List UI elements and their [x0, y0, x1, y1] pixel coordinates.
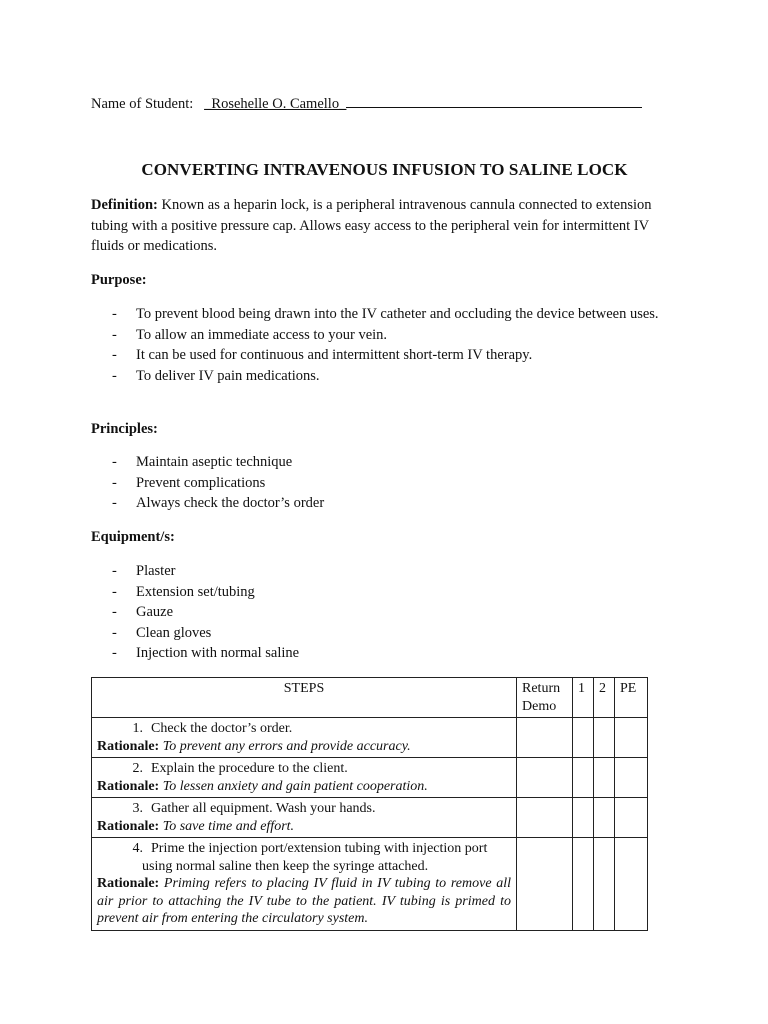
dash-bullet: -: [112, 583, 117, 600]
pe-cell[interactable]: [615, 838, 648, 931]
principles-item: - Maintain aseptic technique: [91, 452, 681, 473]
step-text: Prime the injection port/extension tubing with injection port: [151, 841, 488, 856]
purpose-item: - To deliver IV pain medications.: [91, 366, 681, 387]
table-row: [92, 798, 648, 838]
rationale-label: Rationale:: [97, 738, 160, 754]
rationale-text: Priming refers to placing IV fluid in IV tubing to remove all air prior to attaching the IV tube to the patient. IV tubing is primed to prevent air from entering the circulatory system.: [97, 876, 511, 926]
score-1-cell[interactable]: [573, 798, 594, 838]
dash-bullet: -: [112, 604, 117, 620]
step-cell: [92, 798, 517, 838]
step-number: 3.: [132, 801, 143, 816]
pe-column-header: PE: [615, 678, 648, 718]
dash-bullet: -: [112, 326, 117, 343]
step-number: 4.: [132, 841, 143, 856]
equipment-item: - Extension set/tubing: [91, 582, 681, 603]
rationale-label: Rationale:: [97, 876, 160, 891]
definition-text: Known as a heparin lock, is a peripheral intravenous cannula connected to extension tubing with a positive pressure cap. Allows easy access to the peripheral vein for intermittent IV fluids or medications.: [91, 197, 652, 254]
document-title: CONVERTING INTRAVENOUS INFUSION TO SALINE LOCK: [141, 160, 628, 179]
return-demo-column-header: Return Demo: [517, 678, 573, 718]
purpose-list: [91, 304, 681, 386]
definition-paragraph: [91, 195, 681, 257]
pe-cell[interactable]: [615, 758, 648, 798]
pe-cell[interactable]: [615, 718, 648, 758]
step-cell: [92, 758, 517, 798]
student-name-line: [91, 93, 642, 115]
score-1-cell[interactable]: [573, 838, 594, 931]
dash-bullet: -: [112, 474, 117, 491]
pe-cell[interactable]: [615, 798, 648, 838]
student-label: Name of Student:: [91, 96, 194, 112]
principles-heading: Principles:: [91, 421, 158, 437]
score-2-column-header: 2: [594, 678, 615, 718]
principles-item: - Always check the doctor’s order: [91, 493, 681, 514]
score-2-cell[interactable]: [594, 758, 615, 798]
rationale-text: To prevent any errors and provide accuracy.: [162, 738, 411, 754]
purpose-item: - To prevent blood being drawn into the IV catheter and occluding the device between uses.: [91, 304, 681, 325]
step-cell: [92, 838, 517, 931]
equipment-item: - Plaster: [91, 561, 681, 582]
dash-bullet: -: [112, 624, 117, 641]
dash-bullet: -: [112, 367, 117, 384]
dash-bullet: -: [112, 645, 117, 661]
dash-bullet: -: [112, 454, 117, 470]
score-2-cell[interactable]: [594, 838, 615, 931]
step-number: 1.: [132, 721, 143, 736]
step-number: 2.: [132, 761, 143, 776]
score-1-cell[interactable]: [573, 718, 594, 758]
purpose-heading: Purpose:: [91, 272, 147, 288]
rationale-text: To save time and effort.: [162, 818, 295, 834]
step-cell: [92, 718, 517, 758]
purpose-item: - To allow an immediate access to your vein.: [91, 325, 681, 346]
student-name-value: _Rosehelle O. Camello_: [204, 96, 347, 112]
table-row: [92, 838, 648, 931]
steps-column-header: STEPS: [92, 678, 517, 718]
score-2-cell[interactable]: [594, 798, 615, 838]
equipment-item: - Clean gloves: [91, 623, 681, 644]
rationale-label: Rationale:: [97, 778, 160, 794]
rationale-text: To lessen anxiety and gain patient cooperation.: [162, 778, 428, 794]
definition-label: Definition:: [91, 197, 158, 213]
return-demo-cell[interactable]: [517, 798, 573, 838]
score-1-cell[interactable]: [573, 758, 594, 798]
dash-bullet: -: [112, 347, 117, 363]
score-2-cell[interactable]: [594, 718, 615, 758]
score-1-column-header: 1: [573, 678, 594, 718]
return-demo-cell[interactable]: [517, 718, 573, 758]
step-text: Gather all equipment. Wash your hands.: [151, 801, 376, 816]
step-text: Check the doctor’s order.: [151, 721, 293, 736]
purpose-item: - It can be used for continuous and intermittent short-term IV therapy.: [91, 345, 681, 366]
rationale-label: Rationale:: [97, 818, 160, 834]
dash-bullet: -: [112, 563, 117, 579]
principles-item: - Prevent complications: [91, 473, 681, 494]
equipment-heading: Equipment/s:: [91, 529, 175, 545]
equipment-item: - Injection with normal saline: [91, 643, 681, 664]
equipment-item: - Gauze: [91, 602, 681, 623]
table-row: [92, 758, 648, 798]
table-row: [92, 718, 648, 758]
principles-list: [91, 452, 681, 514]
return-demo-cell[interactable]: [517, 838, 573, 931]
return-demo-cell[interactable]: [517, 758, 573, 798]
steps-table: [91, 677, 648, 931]
step-text-continued: using normal saline then keep the syringe attached.: [142, 858, 429, 874]
student-name-underline: [346, 93, 642, 108]
table-header-row: [92, 678, 648, 718]
dash-bullet: -: [112, 306, 117, 322]
equipment-list: [91, 561, 681, 664]
step-text: Explain the procedure to the client.: [151, 761, 348, 776]
dash-bullet: -: [112, 495, 117, 511]
